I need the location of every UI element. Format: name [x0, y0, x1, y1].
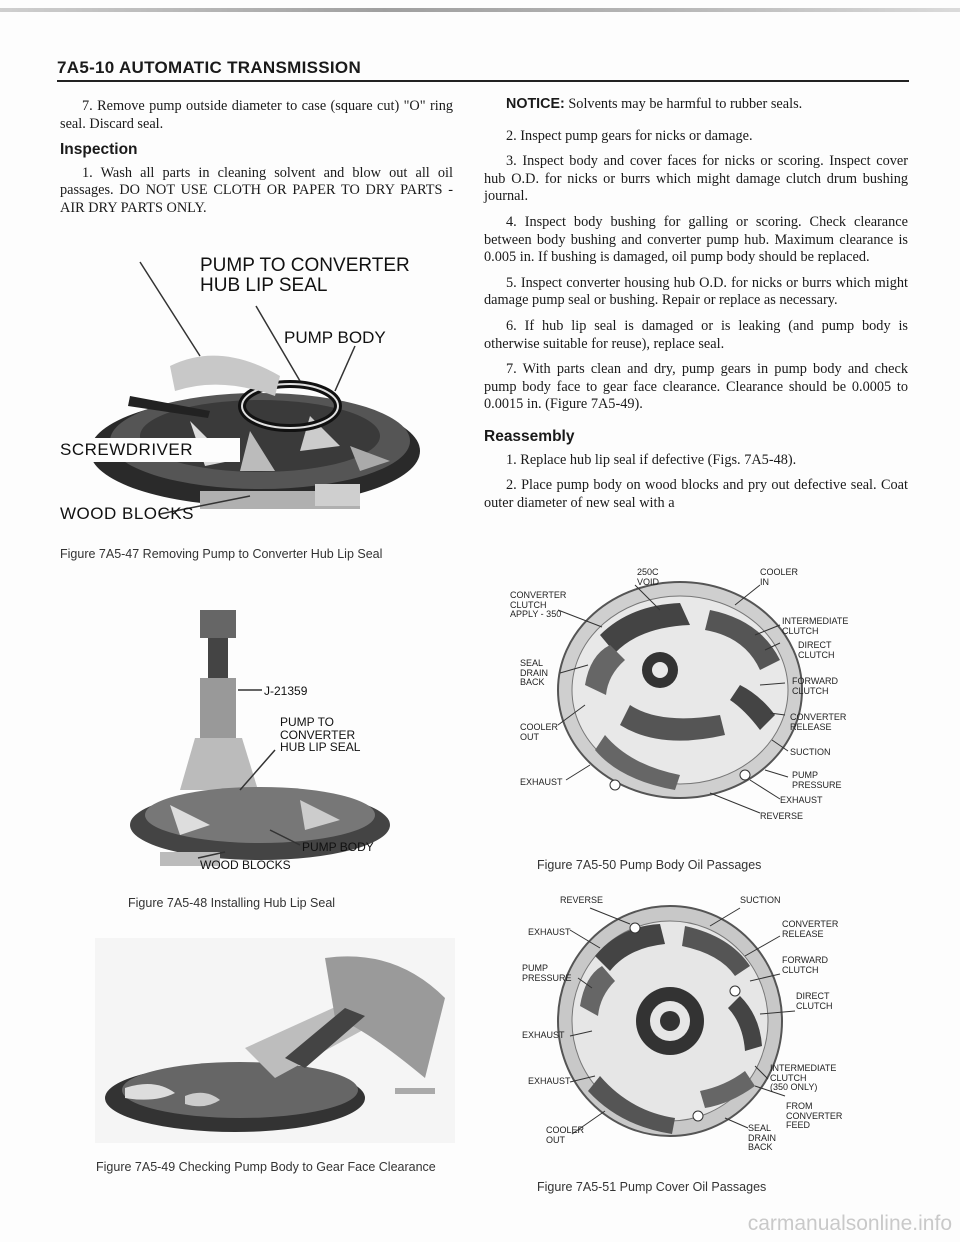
label-cooler-out: COOLER OUT	[520, 722, 559, 742]
label-seal-drain-back: SEAL DRAIN BACK	[520, 658, 549, 687]
inspection-step: 7. With parts clean and dry, pump gears in pump body and check pump body face to gear face clearance. Clearance should be 0.0005 to 0.0015 in. (Figure 7A5-49).	[484, 361, 908, 413]
label-suction: SUCTION	[790, 747, 831, 757]
label-suction: SUCTION	[740, 895, 781, 905]
header-rule	[57, 80, 909, 82]
notice-paragraph	[484, 96, 908, 114]
callout-wood-blocks: WOOD BLOCKS	[200, 858, 291, 872]
label-from-converter-feed: FROM CONVERTER FEED	[786, 1101, 843, 1130]
figure-7a5-48	[130, 590, 400, 880]
label-intermediate-clutch: INTERMEDIATE CLUTCH (350 ONLY)	[770, 1063, 837, 1092]
label-reverse: REVERSE	[560, 895, 604, 905]
inspection-heading: Inspection	[60, 141, 138, 159]
label-pump-pressure: PUMP PRESSURE	[792, 770, 842, 790]
inspection-step: 3. Inspect body and cover faces for nicks or scoring. Inspect cover hub O.D. for nicks or burrs which might damage clutch drum bushing journal.	[484, 153, 908, 205]
label-forward-clutch: FORWARD CLUTCH	[792, 676, 838, 696]
pump-body-passages-diagram	[510, 565, 890, 840]
reassembly-heading: Reassembly	[484, 427, 575, 445]
notice-text: Solvents may be harmful to rubber seals.	[564, 96, 803, 112]
label-250c-void: 250C VOID	[637, 567, 660, 587]
callout-tool-j21359: J-21359	[264, 684, 308, 698]
callout-hub-lip-seal: PUMP TO CONVERTER HUB LIP SEAL	[280, 715, 361, 754]
label-exhaust-middle: EXHAUST	[522, 1030, 565, 1040]
label-exhaust-bottom: EXHAUST	[528, 1076, 571, 1086]
label-pump-pressure: PUMP PRESSURE	[522, 963, 572, 983]
inspection-step: 5. Inspect converter housing hub O.D. for nicks or burrs which might damage pump seal or bushing. Repair or replace as necessary.	[484, 274, 908, 309]
left-column	[60, 98, 453, 226]
watermark: carmanualsonline.info	[747, 1212, 952, 1235]
callout-screwdriver: SCREWDRIVER	[60, 440, 194, 459]
figure-7a5-50-caption: Figure 7A5-50 Pump Body Oil Passages	[537, 858, 762, 872]
notice-label: NOTICE:	[506, 96, 565, 112]
callout-pump-body: PUMP BODY	[302, 840, 374, 854]
label-cooler-out: COOLER OUT	[546, 1125, 585, 1145]
figure-7a5-49	[95, 938, 455, 1143]
figure-7a5-51	[510, 896, 890, 1156]
callout-pump-body: PUMP BODY	[284, 328, 386, 347]
label-reverse: REVERSE	[760, 811, 804, 821]
scan-top-edge	[0, 8, 960, 12]
gear-clearance-check-photo	[95, 938, 455, 1143]
label-converter-release: CONVERTER RELEASE	[782, 919, 839, 939]
label-exhaust-left: EXHAUST	[520, 777, 563, 787]
label-converter-clutch-apply: CONVERTER CLUTCH APPLY - 350	[510, 590, 567, 619]
figure-7a5-50	[510, 565, 890, 840]
inspection-step: 6. If hub lip seal is damaged or is leaking (and pump body is otherwise suitable for reuse), replace seal.	[484, 317, 908, 352]
label-forward-clutch: FORWARD CLUTCH	[782, 955, 828, 975]
figure-7a5-51-caption: Figure 7A5-51 Pump Cover Oil Passages	[537, 1180, 767, 1194]
label-intermediate-clutch: INTERMEDIATE CLUTCH	[782, 616, 849, 636]
page-header: 7A5-10 AUTOMATIC TRANSMISSION	[57, 58, 362, 77]
callout-wood-blocks: WOOD BLOCKS	[60, 504, 194, 523]
label-direct-clutch: DIRECT CLUTCH	[796, 991, 833, 1011]
figure-7a5-47-caption: Figure 7A5-47 Removing Pump to Converter Hub Lip Seal	[60, 547, 383, 561]
figure-7a5-48-caption: Figure 7A5-48 Installing Hub Lip Seal	[128, 896, 336, 910]
wash-step-paragraph: 1. Wash all parts in cleaning solvent and blow out all oil passages. DO NOT USE CLOTH OR PAPER TO DRY PARTS - AIR DRY PARTS ONLY.	[60, 164, 453, 216]
remove-step-paragraph: 7. Remove pump outside diameter to case (square cut) "O" ring seal. Discard seal.	[60, 98, 453, 132]
inspection-step: 2. Inspect pump gears for nicks or damage.	[506, 127, 753, 144]
label-direct-clutch: DIRECT CLUTCH	[798, 640, 835, 660]
figure-7a5-47	[60, 246, 455, 526]
label-exhaust-right: EXHAUST	[780, 795, 823, 805]
label-converter-release: CONVERTER RELEASE	[790, 712, 847, 732]
label-exhaust-top: EXHAUST	[528, 927, 571, 937]
inspection-step: 4. Inspect body bushing for galling or scoring. Check clearance between body bushing and converter pump hub. Maximum clearance is 0.005 in. If bushing is damaged, oil pump body should be replaced.	[484, 213, 908, 266]
label-cooler-in: COOLER IN	[760, 567, 799, 587]
reassembly-step: 2. Place pump body on wood blocks and pry out defective seal. Coat outer diameter of new seal with a	[484, 477, 908, 511]
figure-7a5-49-caption: Figure 7A5-49 Checking Pump Body to Gear Face Clearance	[96, 1160, 436, 1174]
callout-hub-lip-seal: PUMP TO CONVERTER HUB LIP SEAL	[200, 255, 410, 296]
label-seal-drain-back: SEAL DRAIN BACK	[748, 1123, 777, 1152]
right-column	[484, 96, 908, 520]
reassembly-step: 1. Replace hub lip seal if defective (Figs. 7A5-48).	[506, 451, 797, 468]
